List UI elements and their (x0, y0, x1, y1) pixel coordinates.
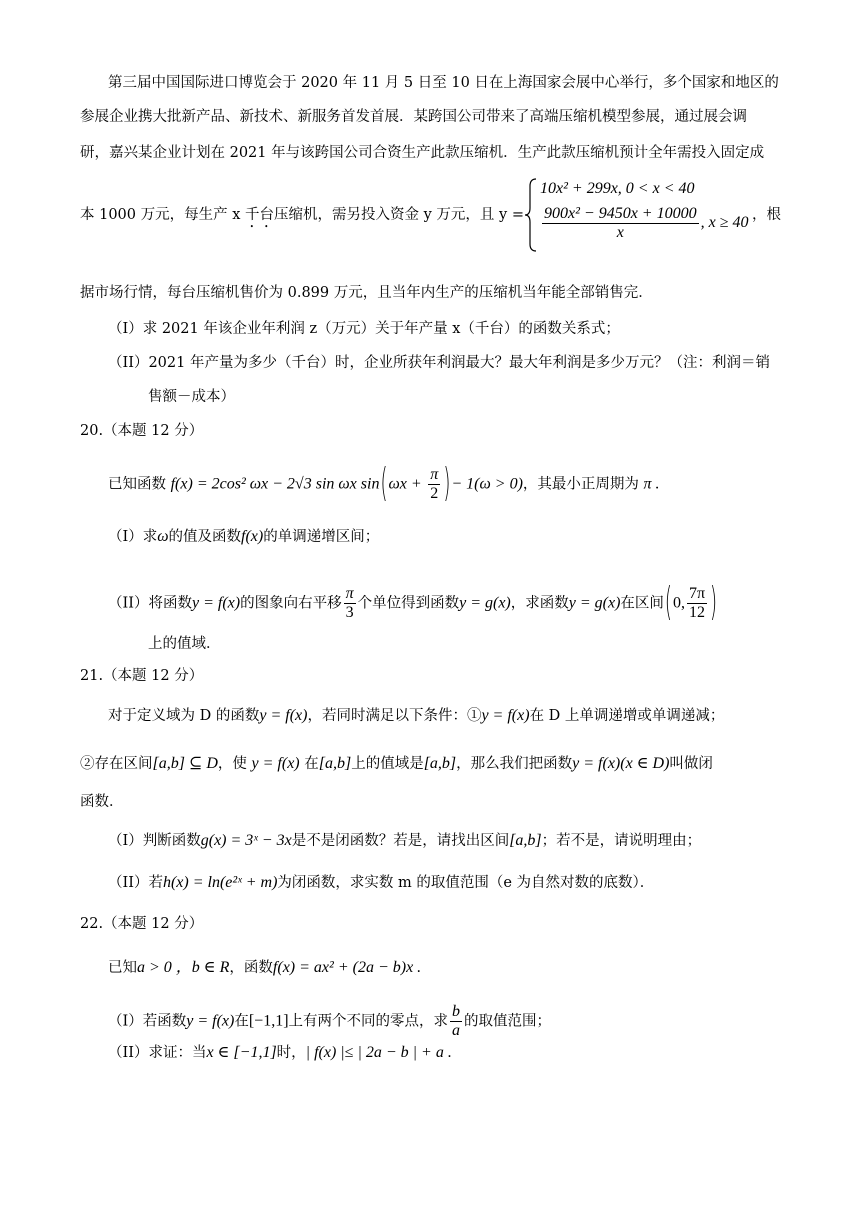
p20-period-value: π . (643, 475, 660, 493)
omega-symbol: ω (157, 528, 169, 545)
p19-line-4-mid: 压缩机，需另投入资金 y 万元，且 y = (274, 207, 524, 223)
p19-line-5: 据市场行情，每台压缩机售价为 0.899 万元，且当年内生产的压缩机当年能全部销售完． (80, 285, 653, 301)
p20-q1-text-b: 的值及函数 (168, 529, 242, 545)
p20-q2-text-c: 个单位得到函数 (357, 595, 460, 612)
piecewise-case-2 (540, 205, 748, 242)
interval-left-paren: ( (664, 579, 672, 626)
p21-statement-line-1 (108, 706, 724, 726)
p22-q2-text-b: 时， (276, 1045, 306, 1061)
p21-q1-text-b: 是不是闭函数？若是，请找出区间 (291, 833, 510, 849)
p22-q2-text-a: （II）求证：当 (108, 1045, 207, 1061)
b-over-a (450, 1003, 462, 1040)
p20-q1-text-a: （I）求 (108, 529, 158, 545)
p19-line-4-start: 本 1000 万元，每生产 x (80, 207, 246, 223)
p19-question-2-line-2: 售额－成本） (148, 389, 235, 405)
p22-s1-text-a: 已知 (108, 960, 137, 976)
p21-q2-text-b: 为闭函数，求实数 m 的取值范围（e 为自然对数的底数）． (277, 875, 655, 891)
p21-statement-line-3: 函数． (80, 794, 124, 810)
p22-question-1 (108, 1003, 551, 1040)
p21-function: y = f(x) (259, 707, 308, 724)
p22-q1-function: y = f(x) (186, 1012, 235, 1030)
p21-q2-text-a: （II）若 (108, 875, 163, 891)
p21-question-1 (108, 831, 701, 851)
p22-heading: 22.（本题 12 分） (80, 916, 204, 932)
piecewise-case-1: 10x² + 299x, 0 < x < 40 (540, 180, 695, 197)
p21-heading: 21.（本题 12 分） (80, 668, 204, 684)
p21-s2-text-f: ，那么我们把函数 (456, 756, 573, 772)
p20-q2-function-g: y = g(x) (459, 594, 511, 612)
a-denominator: a (452, 1022, 461, 1039)
p21-interval-ab-2: [a,b] (423, 755, 457, 772)
p21-q1-interval: [a,b] (509, 832, 542, 849)
p20-q1-function: f(x) (241, 528, 264, 545)
p20-period-text: ，其最小正周期为 (522, 476, 639, 493)
p20-function-expression: f(x) = 2cos² ωx − 2√3 sin ωx sin (170, 475, 380, 493)
p22-conditions: a > 0 ，b ∈ R (137, 959, 230, 976)
p20-q2-text-a: （II）将函数 (108, 595, 192, 612)
p21-interval-subset: [a,b] ⊆ D (152, 755, 218, 772)
p20-heading: 20.（本题 12 分） (80, 423, 204, 439)
p21-s1-text-b: ，若同时满足以下条件：① (307, 708, 482, 724)
p21-q1-text-c: ；若不是，请说明理由； (541, 833, 702, 849)
p19-question-2-line-1: （II）2021 年产量为多少（千台）时，企业所获年利润最大？最大年利润是多少万元？（注：利润＝销 (108, 355, 770, 371)
p21-question-2 (108, 873, 654, 893)
p21-s2-text-h: 叫做闭 (669, 756, 713, 772)
p20-q1-text-c: 的单调递增区间； (263, 529, 380, 545)
p22-q2-interval: x ∈ [−1,1] (206, 1044, 277, 1061)
p19-line-3: 研，嘉兴某企业计划在 2021 年与该跨国公司合资生产此款压缩机．生产此款压缩机预计全年需投入固定成 (80, 145, 765, 161)
p20-q2-text-d: ，求函数 (510, 595, 569, 612)
p22-s1-text-c: ，函数 (229, 960, 273, 976)
left-paren: ( (380, 460, 388, 507)
p21-function-2: y = f(x) (481, 707, 530, 724)
p22-statement (108, 958, 421, 978)
three-denominator: 3 (345, 604, 354, 621)
p20-q2-text-e: 在区间 (620, 595, 664, 612)
p21-s1-text: 对于定义域为 D 的函数 (108, 708, 260, 724)
p20-question-2-tail: 上的值域． (148, 636, 221, 652)
interval-start: 0, (672, 594, 685, 612)
p19-emphasis-qiantai: 千台 (245, 207, 275, 223)
b-numerator: b (452, 1003, 461, 1020)
p20-paren-expression: ωx + (388, 475, 422, 493)
p22-q1-interval: [−1,1] (248, 1012, 289, 1030)
p22-q1-text-d: 的取值范围； (464, 1013, 552, 1030)
case-2-denominator: x (616, 224, 624, 241)
p20-q2-function-g-2: y = g(x) (568, 594, 621, 612)
p21-function-3: y = f(x) (251, 755, 300, 772)
p19-line-2: 参展企业携大批新产品、新技术、新服务首发首展．某跨国公司带来了高端压缩机模型参展，通过展会调 (80, 109, 747, 125)
p21-interval-ab: [a,b] (318, 755, 352, 772)
p21-q1-function: g(x) = 3ˣ − 3x (200, 832, 292, 849)
p22-q2-inequality: | f(x) |≤ | 2a − b | + a . (305, 1044, 452, 1061)
p19-line-1: 第三届中国国际进口博览会于 2020 年 11 月 5 日至 10 日在上海国家会展中心举行，多个国家和地区的 (108, 75, 779, 91)
p20-question-2 (108, 579, 718, 626)
seven-pi-numerator: 7π (688, 585, 706, 602)
p21-s2-text-c: 在 (304, 756, 319, 772)
piecewise-brace (524, 178, 538, 252)
p21-statement-line-2 (80, 754, 713, 774)
p20-omega-condition: − 1(ω > 0) (451, 475, 523, 493)
case-2-fraction (542, 205, 699, 242)
p21-s1-text-c: 在 D 上单调递增或单调递减； (529, 708, 725, 724)
p20-q2-function-f: y = f(x) (191, 594, 241, 612)
p22-q1-text-c: 上有两个不同的零点，求 (288, 1013, 449, 1030)
two-denominator: 2 (430, 485, 439, 502)
p20-statement-text: 已知函数 (108, 476, 166, 493)
right-paren: ) (443, 460, 451, 507)
interval-right-paren: ) (710, 579, 718, 626)
p22-q1-text-a: （I）若函数 (108, 1013, 187, 1030)
p20-q2-text-b: 的图象向右平移 (240, 595, 342, 612)
p22-q1-text-b: 在 (234, 1013, 249, 1030)
p22-question-2 (108, 1043, 452, 1063)
case-2-condition: , x ≥ 40 (700, 214, 749, 232)
p20-question-1 (108, 527, 379, 547)
p20-statement (108, 460, 660, 507)
p19-question-1: （I）求 2021 年该企业年利润 z（万元）关于年产量 x（千台）的函数关系式； (108, 321, 620, 337)
seven-pi-over-12 (687, 585, 707, 622)
p21-q1-text-a: （I）判断函数 (108, 833, 201, 849)
twelve-denominator: 12 (688, 604, 705, 621)
p21-function-domain: y = f(x)(x ∈ D) (572, 755, 670, 772)
pi-numerator-2: π (345, 585, 354, 602)
pi-over-3 (344, 585, 356, 622)
pi-over-2 (428, 466, 440, 503)
p22-function: f(x) = ax² + (2a − b)x . (272, 959, 422, 976)
p19-line-4 (80, 205, 524, 231)
p21-s2-text-b: ，使 (217, 756, 247, 772)
pi-numerator: π (430, 466, 439, 483)
p21-q2-function: h(x) = ln(e²ˣ + m) (162, 874, 278, 891)
p21-s2-text-a: ②存在区间 (80, 756, 153, 772)
case-2-numerator: 900x² − 9450x + 10000 (544, 205, 697, 222)
p19-line-4-end: ，根 (752, 207, 781, 223)
p21-s2-text-e: 上的值域是 (351, 756, 424, 772)
